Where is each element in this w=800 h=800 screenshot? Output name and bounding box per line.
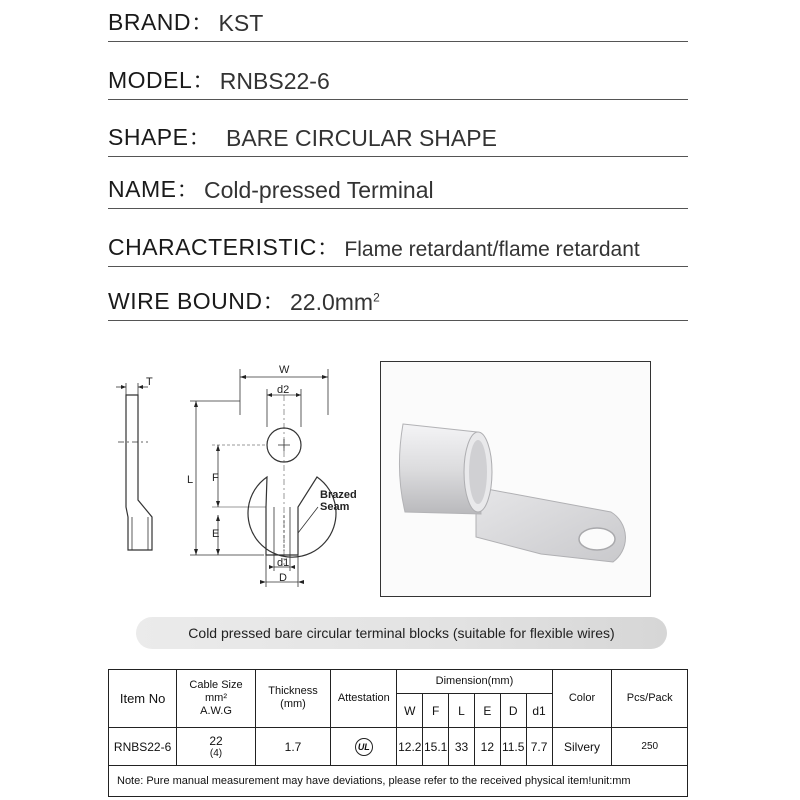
spec-table (108, 669, 688, 797)
spec-row-name (108, 169, 688, 209)
cell-dim-e: 12 (474, 727, 500, 766)
drawing-label-f: F (212, 472, 219, 484)
cell-cable-size (177, 727, 256, 766)
header-attestation: Attestation (331, 670, 397, 728)
cell-thickness: 1.7 (255, 727, 330, 766)
product-photo (381, 362, 651, 597)
header-thickness-line1: Thickness (268, 685, 318, 698)
header-dim-e: E (474, 694, 500, 728)
header-dim-w: W (397, 694, 423, 728)
header-dimension: Dimension(mm) (397, 670, 552, 694)
product-photo-frame (380, 361, 651, 597)
product-caption: Cold pressed bare circular terminal blocks (suitable for flexible wires) (136, 617, 667, 649)
header-pcs-pack: Pcs/Pack (612, 670, 688, 728)
cell-dim-d: 11.5 (500, 727, 526, 766)
drawing-label-brazed: Brazed (320, 489, 357, 501)
cell-attestation (331, 727, 397, 766)
terminal-technical-drawing (108, 355, 370, 595)
spec-label-model: MODEL： (108, 67, 216, 93)
cell-cable-awg: (4) (209, 748, 223, 760)
cell-item-no: RNBS22-6 (109, 727, 177, 766)
spec-row-characteristic (108, 227, 688, 267)
spec-row-shape (108, 117, 688, 157)
spec-label-shape: SHAPE： (108, 124, 212, 150)
header-cable-size-line1: Cable Size (189, 678, 243, 691)
cell-dim-l: 33 (449, 727, 475, 766)
drawing-label-e: E (212, 528, 220, 540)
header-thickness (255, 670, 330, 728)
header-cable-size (177, 670, 256, 728)
cell-dim-d1: 7.7 (526, 727, 552, 766)
spec-label-wire-bound: WIRE BOUND： (108, 288, 286, 314)
table-note: Note: Pure manual measurement may have deviations, please refer to the received physical item!unit:mm (109, 766, 688, 797)
header-dim-d: D (500, 694, 526, 728)
spec-value-model: RNBS22-6 (219, 68, 330, 94)
spec-label-name: NAME： (108, 176, 200, 202)
header-cable-size-line3: A.W.G (200, 704, 232, 717)
cell-dim-f: 15.1 (423, 727, 449, 766)
drawing-label-d2: d2 (277, 384, 290, 396)
spec-value-brand: KST (218, 10, 264, 36)
header-thickness-line2: (mm) (280, 698, 306, 711)
header-dim-d1: d1 (526, 694, 552, 728)
spec-row-wire-bound (108, 281, 688, 321)
terminal-tongue-hole (579, 528, 615, 550)
ul-certification-icon: UL (355, 738, 373, 756)
wire-bound-number: 22.0mm (290, 289, 374, 315)
header-dim-l: L (449, 694, 475, 728)
spec-value-wire-bound (290, 289, 380, 316)
spec-label-characteristic: CHARACTERISTIC： (108, 234, 341, 260)
drawing-label-d: D (279, 572, 287, 584)
cell-cable-mm2: 22 (209, 734, 223, 749)
spec-row-model (108, 60, 688, 100)
spec-label-brand: BRAND： (108, 9, 215, 35)
spec-value-characteristic: Flame retardant/flame retardant (344, 238, 640, 261)
wire-bound-unit-superscript: 2 (373, 290, 380, 305)
terminal-tongue (476, 487, 625, 562)
header-dim-f: F (423, 694, 449, 728)
cell-pcs-pack: 250 (612, 727, 688, 766)
cell-color: Silvery (552, 727, 612, 766)
header-color: Color (552, 670, 612, 728)
header-cable-size-line2: mm² (205, 691, 227, 704)
header-item-no: Item No (109, 670, 177, 728)
drawing-label-seam: Seam (320, 501, 350, 513)
drawing-label-l: L (187, 474, 194, 486)
cell-dim-w: 12.2 (397, 727, 423, 766)
drawing-label-w: W (279, 364, 290, 376)
drawing-label-t: T (146, 376, 153, 388)
table-row (109, 727, 688, 766)
spec-row-brand (108, 2, 688, 42)
spec-value-shape: BARE CIRCULAR SHAPE (225, 125, 497, 151)
spec-value-name: Cold-pressed Terminal (203, 177, 434, 203)
drawing-label-d1: d1 (277, 557, 290, 569)
